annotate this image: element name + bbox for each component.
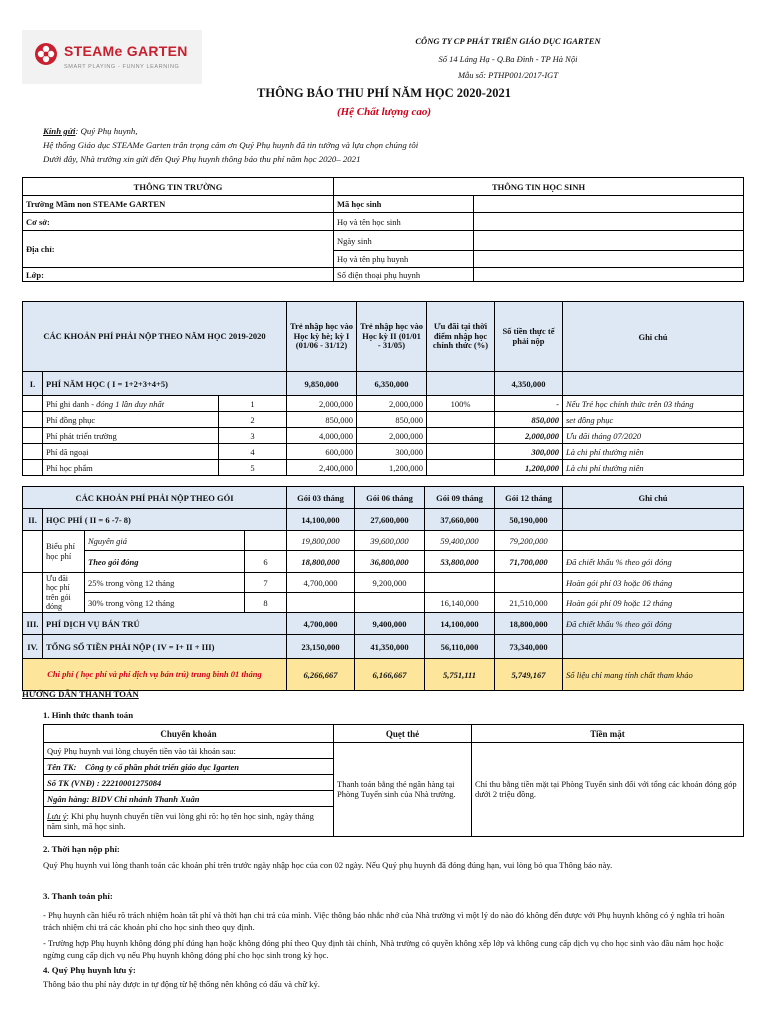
boarding-label: PHÍ DỊCH VỤ BÁN TRÚ [43,613,287,635]
fee-row-spacer [23,428,43,444]
package-price-note: Đã chiết khấu % theo gói đóng [563,551,744,573]
parent-phone-value [474,268,744,282]
student-name-value [474,213,744,231]
discount30-3m [287,593,355,613]
section-label: PHÍ NĂM HỌC ( I = 1+2+3+4+5) [43,372,287,396]
monthly-12m: 5,749,167 [495,659,563,691]
monthly-average-label: Chi phí ( học phí và phí dịch vụ bán trú) trung bình 01 tháng [23,659,287,691]
fee-row [23,444,744,460]
kinh-gui-label: Kính gửi [43,126,76,136]
remark-title: 4. Quý Phụ huynh lưu ý: [43,965,136,975]
fees-sem1-header: Trẻ nhập học vào Học kỳ hè; kỳ I (01/06 - 31/12) [287,302,357,372]
package-price-index: 6 [245,551,287,573]
fee-index: 3 [219,428,287,444]
account-name: Công ty cổ phần phát triển giáo dục Igarten [85,761,239,772]
fee-row-spacer [23,460,43,476]
payment-guide-title: HƯỚNG DẪN THANH TOÁN [22,689,139,699]
deadline-text: Quý Phụ huynh vui lòng thanh toán các khoản phí trên trước ngày nhập học của con 02 ngày. Nếu Quý phụ huynh đã đóng đúng hạn, vui lòng bỏ qua Thông báo này. [43,860,613,870]
original-price-note [563,531,744,551]
fee-sem2: 1,200,000 [357,460,427,476]
student-info-header: THÔNG TIN HỌC SINH [334,178,744,196]
greeting-thanks: Hệ thống Giáo dục STEAMe Garten trân trọng cảm ơn Quý Phụ huynh đã tin tưởng và lựa chọn chúng tôi [43,140,419,150]
monthly-6m: 6,166,667 [355,659,425,691]
discount25-9m [425,573,495,593]
fees-note-header: Ghi chú [563,302,744,372]
page-subtitle: (Hệ Chất lượng cao) [336,106,432,118]
pkg-header-12m: Gói 12 tháng [495,487,563,509]
brand-name: STEAMe GARTEN [64,43,188,59]
deadline-title: 2. Thời hạn nộp phí: [43,844,120,854]
fee-row-spacer [23,412,43,428]
address-label: Địa chỉ: [23,231,334,268]
boarding-3m: 4,700,000 [287,613,355,635]
fee-label: Phí học phẩm [43,460,219,476]
section-note [563,372,744,396]
package-price-3m: 18,800,000 [287,551,355,573]
boarding-6m: 9,400,000 [355,613,425,635]
fees-discount-header: Ưu đãi tại thời điểm nhập học chính thức (%) [427,302,495,372]
cash-text: Chỉ thu bằng tiền mặt tại Phòng Tuyển sinh đối với tổng các khoản đóng góp dưới 2 triệu đồng. [472,743,744,837]
monthly-9m: 5,751,111 [425,659,495,691]
company-name: CÔNG TY CP PHÁT TRIỂN GIÁO DỤC IGARTEN [415,36,601,46]
package-price-6m: 36,800,000 [355,551,425,573]
package-price-label: Theo gói đóng [85,551,245,573]
fee-label: Phí ghi danh - đóng 1 lần duy nhất [43,396,219,412]
greeting-intro: Dưới đây, Nhà trường xin gửi đến Quý Phụ huynh thông báo thu phí năm học 2020– 2021 [43,154,361,164]
tuition-6m: 27,600,000 [355,509,425,531]
original-price-9m: 59,400,000 [425,531,495,551]
fee-note: Ưu đãi tháng 07/2020 [563,428,744,444]
fee-label: Phí dã ngoại [43,444,219,460]
remark-text: Thông báo thu phí này được in tự động từ hệ thống nên không có dấu và chữ ký. [43,979,320,989]
tuition-9m: 37,660,000 [425,509,495,531]
transfer-intro: Quý Phụ huynh vui lòng chuyển tiền vào tài khoản sau: [44,743,334,759]
original-price-3m: 19,800,000 [287,531,355,551]
fee-note: Là chi phí thường niên [563,460,744,476]
info-table [22,177,744,282]
discount30-index: 8 [245,593,287,613]
boarding-9m: 14,100,000 [425,613,495,635]
payment-terms-title: 3. Thanh toán phí: [43,891,113,901]
fee-sem1: 2,400,000 [287,460,357,476]
payment-method-title: 1. Hình thức thanh toán [43,710,134,720]
tuition-3m: 14,100,000 [287,509,355,531]
packages-items-header: CÁC KHOẢN PHÍ PHẢI NỘP THEO GÓI [23,487,287,509]
fee-note: set đồng phục [563,412,744,428]
brand-tagline: SMART PLAYING - FUNNY LEARNING [64,64,180,70]
fee-sem2: 850,000 [357,412,427,428]
discount25-12m [495,573,563,593]
school-info-header: THÔNG TIN TRƯỜNG [23,178,334,196]
fee-discount [427,412,495,428]
fee-discount [427,460,495,476]
fee-note: Nếu Trẻ học chính thức trên 03 tháng [563,396,744,412]
page-title: THÔNG BÁO THU PHÍ NĂM HỌC 2020-2021 [257,86,511,100]
total-12m: 73,340,000 [495,635,563,659]
pricing-spacer [23,531,43,573]
transfer-note-text: : Khi phụ huynh chuyển tiền vui lòng ghi rõ: họ tên học sinh, ngày tháng năm sinh, mã học sinh. [47,810,314,831]
discount30-12m: 21,510,000 [495,593,563,613]
fee-sem2: 2,000,000 [357,428,427,444]
fee-discount [427,444,495,460]
boarding-12m: 18,800,000 [495,613,563,635]
section-num: I. [23,372,43,396]
discount25-label: 25% trong vòng 12 tháng [85,573,245,593]
boarding-num: III. [23,613,43,635]
fee-label: Phí đồng phục [43,412,219,428]
tuition-label: HỌC PHÍ ( II = 6 -7- 8) [43,509,287,531]
student-id-label: Mã học sinh [334,196,474,213]
pkg-header-note: Ghi chú [563,487,744,509]
student-name-label: Họ và tên học sinh [334,213,474,231]
fee-sem1: 850,000 [287,412,357,428]
original-price-label: Nguyên giá [85,531,245,551]
original-price-index [245,531,287,551]
discount25-3m: 4,700,000 [287,573,355,593]
fee-row-spacer [23,444,43,460]
greeting-recipient: : Quý Phụ huynh, [75,126,138,136]
transfer-note [44,807,334,837]
package-price-12m: 71,700,000 [495,551,563,573]
tuition-num: II. [23,509,43,531]
pkg-header-9m: Gói 09 tháng [425,487,495,509]
fee-sem2: 300,000 [357,444,427,460]
greeting-line [43,126,137,136]
original-price-6m: 39,600,000 [355,531,425,551]
fee-index: 5 [219,460,287,476]
fee-note: Là chi phí thường niên [563,444,744,460]
dob-value [474,231,744,251]
parent-phone-label: Số điện thoại phụ huynh [334,268,474,282]
company-address: Số 14 Láng Hạ - Q.Ba Đình - TP Hà Nội [438,54,578,64]
section-actual: 4,350,000 [495,372,563,396]
school-name: Trường Mầm non STEAMe GARTEN [23,196,334,213]
discount25-index: 7 [245,573,287,593]
fee-sem1: 2,000,000 [287,396,357,412]
bank-name: Ngân hàng: BIDV Chi nhánh Thanh Xuân [44,791,334,807]
total-9m: 56,110,000 [425,635,495,659]
discount25-note: Hoàn gói phí 03 hoặc 06 tháng [563,573,744,593]
payment-methods-table [43,724,744,837]
packages-table [22,486,744,691]
account-number: Số TK (VNĐ) : 22210001275084 [44,775,334,791]
class-label: Lớp: [23,268,334,282]
parent-name-value [474,251,744,268]
dob-label: Ngày sinh [334,231,474,251]
fee-row [23,460,744,476]
form-number: Mẫu số: PTHP001/2017-IGT [457,70,559,80]
fee-sem1: 4,000,000 [287,428,357,444]
monthly-note: Số liệu chỉ mang tính chất tham khảo [563,659,744,691]
fee-row [23,428,744,444]
tuition-12m: 50,190,000 [495,509,563,531]
pkg-header-6m: Gói 06 tháng [355,487,425,509]
discount-spacer [23,573,43,613]
fee-actual: 850,000 [495,412,563,428]
account-name-row [44,759,334,775]
parent-name-label: Họ và tên phụ huynh [334,251,474,268]
fee-sem2: 2,000,000 [357,396,427,412]
fee-discount [427,428,495,444]
fees-items-header: CÁC KHOẢN PHÍ PHẢI NỘP THEO NĂM HỌC 2019-2020 [23,302,287,372]
discount30-9m: 16,140,000 [425,593,495,613]
total-3m: 23,150,000 [287,635,355,659]
fee-actual: 300,000 [495,444,563,460]
total-label: TỔNG SỐ TIỀN PHẢI NỘP ( IV = I+ II + III) [43,635,287,659]
discount30-note: Hoàn gói phí 09 hoặc 12 tháng [563,593,744,613]
pkg-header-3m: Gói 03 tháng [287,487,355,509]
discount30-6m [355,593,425,613]
campus-label: Cơ sở: [23,213,334,231]
section-sem2: 6,350,000 [357,372,427,396]
section-sem1: 9,850,000 [287,372,357,396]
fee-actual: - [495,396,563,412]
annual-fees-table [22,301,744,476]
payment-terms-p2: - Trường hợp Phụ huynh không đóng phí đúng hạn hoặc không đóng phí theo Quy định tài chính, Nhà trường có quyền không xếp lớp và không cung cấp dịch vụ cho học sinh vào đầu năm học hoặc ngừng cung cấp dịch vụ nếu Phụ huynh không đóng phí cho học sinh trong kỳ học. [43,938,724,960]
fee-row-spacer [23,396,43,412]
fee-index: 2 [219,412,287,428]
total-6m: 41,350,000 [355,635,425,659]
fee-row [23,412,744,428]
fee-row [23,396,744,412]
tuition-note [563,509,744,531]
discount-group-label: Ưu đãi học phí trên gói đóng [43,573,85,613]
discount30-label: 30% trong vòng 12 tháng [85,593,245,613]
card-header: Quẹt thẻ [334,725,472,743]
flower-logo-icon [34,42,58,66]
student-id-value [474,196,744,213]
total-note [563,635,744,659]
brand-logo [22,30,202,84]
boarding-note: Đã chiết khấu % theo gói đóng [563,613,744,635]
fee-index: 1 [219,396,287,412]
payment-terms-p1: - Phụ huynh cần hiểu rõ trách nhiệm hoàn tất phí và thời hạn chi trả của mình. Việc thông báo nhắc nhở của Nhà trường vì một lý do nào đó không đến được với Phụ huynh không có ý nghĩa trì hoãn trách nhiệm chi trả các khoản phí cho học sinh theo quy định. [43,910,725,932]
original-price-12m: 79,200,000 [495,531,563,551]
account-label: Tên TK: [47,761,77,772]
transfer-header: Chuyển khoản [44,725,334,743]
fee-sem1: 600,000 [287,444,357,460]
total-num: IV. [23,635,43,659]
package-price-9m: 53,800,000 [425,551,495,573]
pricing-group-label: Biểu phí học phí [43,531,85,573]
fee-index: 4 [219,444,287,460]
fees-sem2-header: Trẻ nhập học vào Học kỳ II (01/01 - 31/05) [357,302,427,372]
section-discount [427,372,495,396]
transfer-note-label: Lưu ý [47,810,67,821]
discount25-6m: 9,200,000 [355,573,425,593]
fee-actual: 2,000,000 [495,428,563,444]
monthly-3m: 6,266,667 [287,659,355,691]
card-text: Thanh toán bằng thẻ ngân hàng tại Phòng Tuyển sinh của Nhà trường. [334,743,472,837]
fee-discount: 100% [427,396,495,412]
fees-actual-header: Số tiền thực tế phải nộp [495,302,563,372]
fee-actual: 1,200,000 [495,460,563,476]
fee-label: Phí phát triển trường [43,428,219,444]
cash-header: Tiền mặt [472,725,744,743]
